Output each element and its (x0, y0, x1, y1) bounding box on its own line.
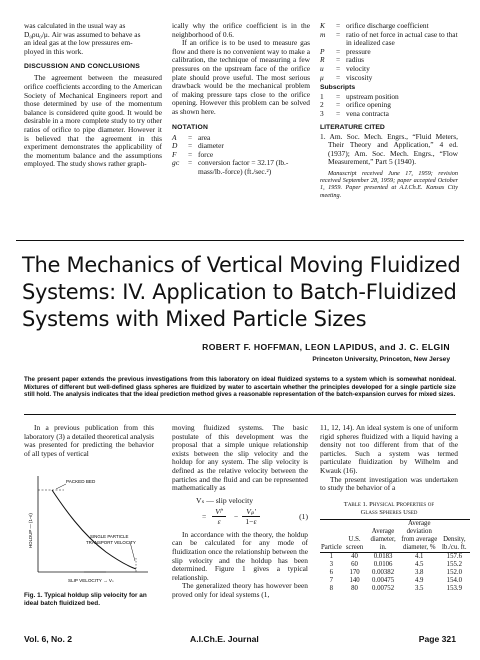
eq-den2: 1−ε (245, 516, 257, 526)
equation-1: = $\frac{\text{Vᶠ′}}{\varepsilon}$ − $\frac{\text{Vₚ′}}{1-\varepsilon}$ (1) (202, 506, 308, 526)
paragraph: The present investigation was undertaken to study the behavior of a (320, 474, 458, 493)
notation-row: R = radius (320, 55, 365, 65)
literature-heading: LITERATURE CITED (320, 123, 385, 131)
article-title (22, 252, 462, 333)
literature-entry: 1. Am. Soc. Mech. Engrs., “Fluid Meters, Their Theory and Application,” 4 ed. (1937); Am. Soc. Mech. Engrs., “Flow Measurement,” Part 5 (1940). (320, 131, 458, 167)
paragraph: moving fluidized systems. The basic postulate of this development was the proposal that a simple unique relationship exists between the slip velocity and the holdup for any system. The slip velocity is defined as the relative velocity between the particles and the fluid and can be represented mathematically as (172, 423, 308, 493)
table-header: Particle (320, 519, 343, 552)
affiliation: Princeton University, Princeton, New Jersey (312, 356, 450, 363)
equation-line1 (172, 496, 308, 505)
label-single-particle: SINGLE PARTICLE (90, 534, 129, 540)
body-col2 (172, 424, 308, 600)
prev-article-col3 (320, 22, 458, 199)
footer-journal: A.I.Ch.E. Journal (190, 634, 259, 644)
notation-row: D = diameter (172, 141, 224, 151)
notation-row: P = pressure (320, 46, 371, 56)
footer-volume: Vol. 6, No. 2 (24, 634, 73, 644)
paragraph: If an orifice is to be used to measure gas flow and there is no convenient way to make a calibration, the technique of measuring a few pressures on the upstream face of the orifice plate should prove useful. The most serious drawback would be the mechanical problem of making pressure taps close to the orifice opening. However this problem can be solved as shown here. (172, 38, 310, 116)
title-line: The Mechanics of Vertical Moving Fluidized (22, 253, 461, 277)
table-header: Average deviation from average diameter, % (401, 519, 438, 551)
notation-row: u = velocity (320, 63, 370, 73)
subscript-row: 2 = orifice opening (320, 100, 391, 110)
eq-num1: Vᶠ′ (212, 507, 226, 517)
eq-number: (1) (299, 511, 308, 521)
section-heading: DISCUSSION AND CONCLUSIONS (24, 63, 140, 71)
subscript-row: 3 = vena contracta (320, 108, 389, 118)
subscripts-heading: Subscripts (320, 84, 356, 92)
table-row: 3 60 0.0106 4.5 155.2 (329, 560, 462, 568)
abstract-divider (24, 414, 456, 415)
table-caption: Glass Spheres Used (360, 508, 418, 516)
fig1-plot (24, 468, 154, 588)
ylabel: HOLDUP — (1–ε) (28, 513, 33, 549)
title-line: Systems: IV. Application to Batch-Fluidized (22, 280, 457, 304)
authors: ROBERT F. HOFFMAN, LEON LAPIDUS, and J. C. ELGIN (202, 342, 450, 352)
notation-row: F = force (172, 149, 214, 159)
table-header: Density, lb./cu. ft. (439, 519, 470, 552)
section-divider (16, 240, 464, 241)
xlabel: SLIP VELOCITY → Vₛ (68, 578, 114, 584)
intro-line: an ideal gas at the low pressures em- (24, 38, 133, 48)
discussion-paragraph: The agreement between the measured orifice coefficients according to the American Society of Mechanical Engineers report and those determined by use of the momentum balance is considered quite good. It would be desirable in a more complete study to try other ratios of orifice to pipe diameter. However it is believed that the agreement in this experiment demonstrates the applicability of the momentum balance and the assumptions employed. The study shows rather graph- (24, 73, 162, 169)
notation-row: gᴄ = conversion factor = 32.17 (lb.-mass/lb.-force) (ft./sec.²) (172, 158, 289, 176)
paragraph: In a previous publication from this laboratory (3) a detailed theoretical analysis was presented for predicting the behavior of all types of vertical (24, 423, 154, 458)
notation-row: m = ratio of net force in actual case to that in idealized case (320, 29, 458, 48)
properties-table (320, 519, 470, 593)
table-caption: Table 1. Physical Properties of (343, 500, 435, 508)
figure-caption: Fig. 1. Typical holdup slip velocity for an ideal batch fluidized bed. (24, 592, 147, 607)
table-row: 8 80 0.00752 3.5 153.9 (329, 584, 462, 592)
table-row: 7 140 0.00475 4.9 154.0 (329, 576, 462, 584)
label-transport-velocity: TRANSPORT VELOCITY (86, 540, 136, 546)
title-line: Systems with Mixed Particle Sizes (22, 307, 367, 331)
table-row: 1 40 0.0183 4.1 157.6 (329, 552, 462, 560)
paragraph: The generalized theory has however been proved only for ideal systems (1, (172, 581, 308, 599)
eq-den1: ε (217, 516, 221, 526)
table-header: U.S. screen (343, 519, 367, 552)
notation-row: A = area (172, 132, 211, 142)
eq-num2: Vₚ′ (242, 507, 260, 517)
body-col3 (320, 423, 467, 593)
notation-row: μ = viscosity (320, 72, 373, 82)
subscript-row: 1 = upstream position (320, 91, 399, 101)
abstract: The present paper extends the previous investigations from this laboratory on ideal fluidized systems to a system which is somewhat nonideal. Mixtures of different but well-defined glass spheres are fluidized by water to ascertain whether the principles developed for a single particle size still hold. The analysis indicates that the ideal prediction method gives a reasonable representation of the batch-expansion curves for mixed sizes. (24, 376, 456, 399)
prev-article-col2 (172, 22, 310, 177)
table-header: Average diameter, in. (366, 519, 399, 552)
eq-minus: − (233, 511, 239, 521)
prev-article-col1 (24, 22, 162, 169)
intro-line: ployed in this work. (24, 46, 84, 56)
notation-row: K = orifice discharge coefficient (320, 21, 429, 30)
eq-text: Vₛ — slip velocity (196, 495, 254, 505)
notation-heading: NOTATION (172, 123, 209, 131)
label-packed-bed: PACKED BED (66, 479, 96, 485)
paragraph: ically why the orifice coefficient is in the neighborhood of 0.6. (172, 21, 310, 39)
paragraph: 11, 12, 14). An ideal system is one of uniform rigid spheres fluidized with a liquid having a density not too different from that of the particles. Such a system was termed particulate fluidization by Wilhelm and Kwauk (16). (320, 423, 458, 475)
body-col1 (24, 424, 154, 608)
intro-line: was calculated in the usual way as (24, 21, 126, 30)
manuscript-note: Manuscript received June 17, 1959; revision received September 28, 1959; paper accepted October 1, 1959. Paper presented at A.I.Ch.E. Kansas City meeting. (320, 169, 458, 199)
footer-page: Page 321 (418, 634, 456, 644)
paragraph: In accordance with the theory, the holdup can be calculated for any mode of fluidization once the relationship between the slip velocity and the holdup has been determined. Figure 1 gives a typical relationship. (172, 529, 308, 582)
table-row: 6 170 0.00382 3.8 152.0 (329, 568, 462, 576)
intro-line: D₀ρu₀/μ. Air was assumed to behave as (24, 29, 141, 39)
